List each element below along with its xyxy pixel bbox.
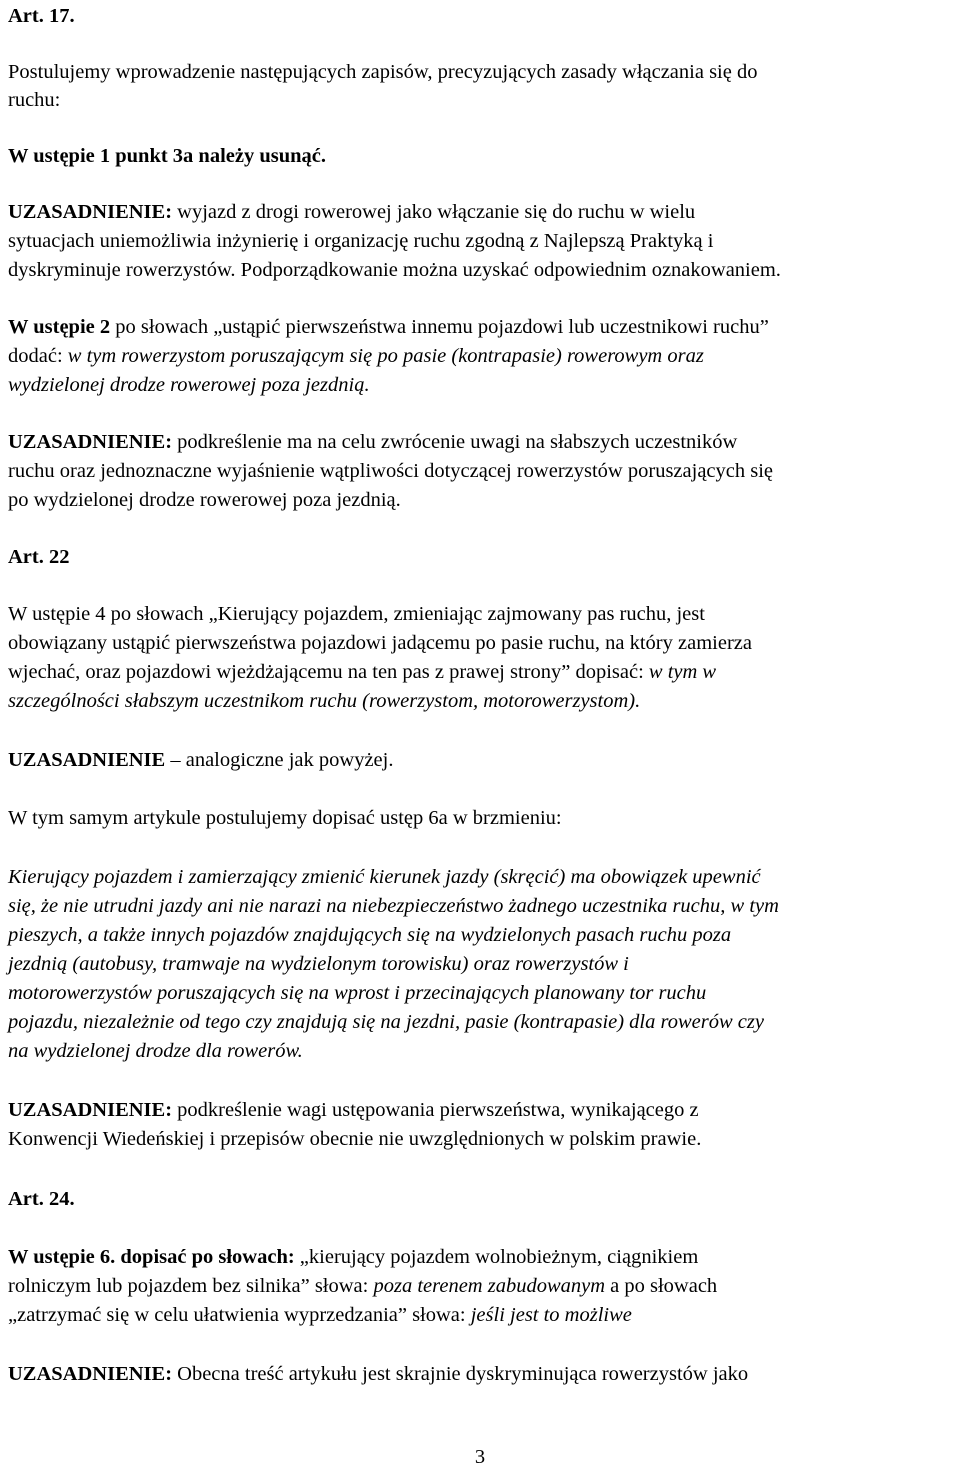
art17-ust2-line2: dodać: w tym rowerzystom poruszającym się po pasie (kontrapasie) rowerowym oraz — [8, 345, 704, 367]
art24-ust6-line3: „zatrzymać się w celu ułatwienia wyprzedzania” słowa: jeśli jest to możliwe — [8, 1304, 632, 1326]
art17-ust1: W ustępie 1 punkt 3a należy usunąć. — [8, 145, 327, 167]
art17-ust2-line3: wydzielonej drodze rowerowej poza jezdnią. — [8, 374, 370, 396]
art22-uzasadnienie2-line2: Konwencji Wiedeńskiej i przepisów obecnie nie uwzględnionych w polskim prawie. — [8, 1128, 702, 1150]
quote-line: pojazdu, niezależnie od tego czy znajdują się na jezdni, pasie (kontrapasie) dla rowerów czy — [8, 1011, 764, 1033]
art17-uzasadnienie1-line3: dyskryminuje rowerzystów. Podporządkowanie można uzyskać odpowiednim oznakowaniem. — [8, 259, 781, 281]
page-number: 3 — [474, 1446, 486, 1468]
art22-ust4-line3: wjechać, oraz pojazdowi wjeżdżającemu na ten pas z prawej strony” dopisać: w tym w — [8, 661, 717, 683]
art22-ust4-line2: obowiązany ustąpić pierwszeństwa pojazdowi jadącemu po pasie ruchu, na który zamierza — [8, 632, 752, 654]
art24-uzasadnienie1-line1: UZASADNIENIE: Obecna treść artykułu jest skrajnie dyskryminująca rowerzystów jako — [8, 1363, 749, 1385]
art17-intro-line2: ruchu: — [8, 89, 61, 111]
uzasadnienie-label: UZASADNIENIE — [8, 749, 166, 771]
uzasadnienie-label: UZASADNIENIE: — [8, 1099, 173, 1121]
art22-uzasadnienie1: UZASADNIENIE – analogiczne jak powyżej. — [8, 749, 394, 771]
quote-line: na wydzielonej drodze dla rowerów. — [8, 1040, 303, 1062]
art17-ust2-line1: W ustępie 2 po słowach „ustąpić pierwszeństwa innemu pojazdowi lub uczestnikowi ruchu” — [8, 316, 769, 338]
quote-line: pieszych, a także innych pojazdów znajdujących się na wydzielonych pasach ruchu poza — [8, 924, 732, 946]
art22-ust4-line1: W ustępie 4 po słowach „Kierujący pojazdem, zmieniając zajmowany pas ruchu, jest — [8, 603, 705, 625]
art22-ust6a-intro: W tym samym artykule postulujemy dopisać ustęp 6a w brzmieniu: — [8, 807, 562, 829]
uzasadnienie-label: UZASADNIENIE: — [8, 1363, 173, 1385]
quote-line: Kierujący pojazdem i zamierzający zmienić kierunek jazdy (skręcić) ma obowiązek upewnić — [8, 866, 761, 888]
art17-heading: Art. 17. — [8, 5, 75, 27]
art17-uzasadnienie1-line2: sytuacjach uniemożliwia inżynierię i organizację ruchu zgodną z Najlepszą Praktyką i — [8, 230, 714, 252]
art24-ust6-line2: rolniczym lub pojazdem bez silnika” słowa: poza terenem zabudowanym a po słowach — [8, 1275, 718, 1297]
art17-uzasadnienie2-line2: ruchu oraz jednoznaczne wyjaśnienie wątpliwości dotyczącej rowerzystów poruszających się — [8, 460, 774, 482]
quote-line: jezdnią (autobusy, tramwaje na wydzielonym torowisku) oraz rowerzystów i — [8, 953, 629, 975]
art17-uzasadnienie1-line1: UZASADNIENIE: wyjazd z drogi rowerowej jako włączanie się do ruchu w wielu — [8, 201, 696, 223]
art22-ust4-line4: szczególności słabszym uczestnikom ruchu (rowerzystom, motorowerzystom). — [8, 690, 641, 712]
art17-intro-line1: Postulujemy wprowadzenie następujących zapisów, precyzujących zasady włączania się do — [8, 61, 758, 83]
art22-uzasadnienie2-line1: UZASADNIENIE: podkreślenie wagi ustępowania pierwszeństwa, wynikającego z — [8, 1099, 699, 1121]
uzasadnienie-label: UZASADNIENIE: — [8, 201, 173, 223]
art17-uzasadnienie2-line1: UZASADNIENIE: podkreślenie ma na celu zwrócenie uwagi na słabszych uczestników — [8, 431, 738, 453]
art24-heading: Art. 24. — [8, 1188, 75, 1210]
uzasadnienie-label: UZASADNIENIE: — [8, 431, 173, 453]
quote-line: się, że nie utrudni jazdy ani nie narazi na niebezpieczeństwo żadnego uczestnika ruchu, w tym — [8, 895, 779, 917]
art17-uzasadnienie2-line3: po wydzielonej drodze rowerowej poza jezdnią. — [8, 489, 401, 511]
quote-line: motorowerzystów poruszających się na wprost i przecinających planowany tor ruchu — [8, 982, 707, 1004]
art22-heading: Art. 22 — [8, 546, 70, 568]
ust2-label: W ustępie 2 — [8, 316, 111, 338]
art24-ust6-line1: W ustępie 6. dopisać po słowach: „kierujący pojazdem wolnobieżnym, ciągnikiem — [8, 1246, 699, 1268]
